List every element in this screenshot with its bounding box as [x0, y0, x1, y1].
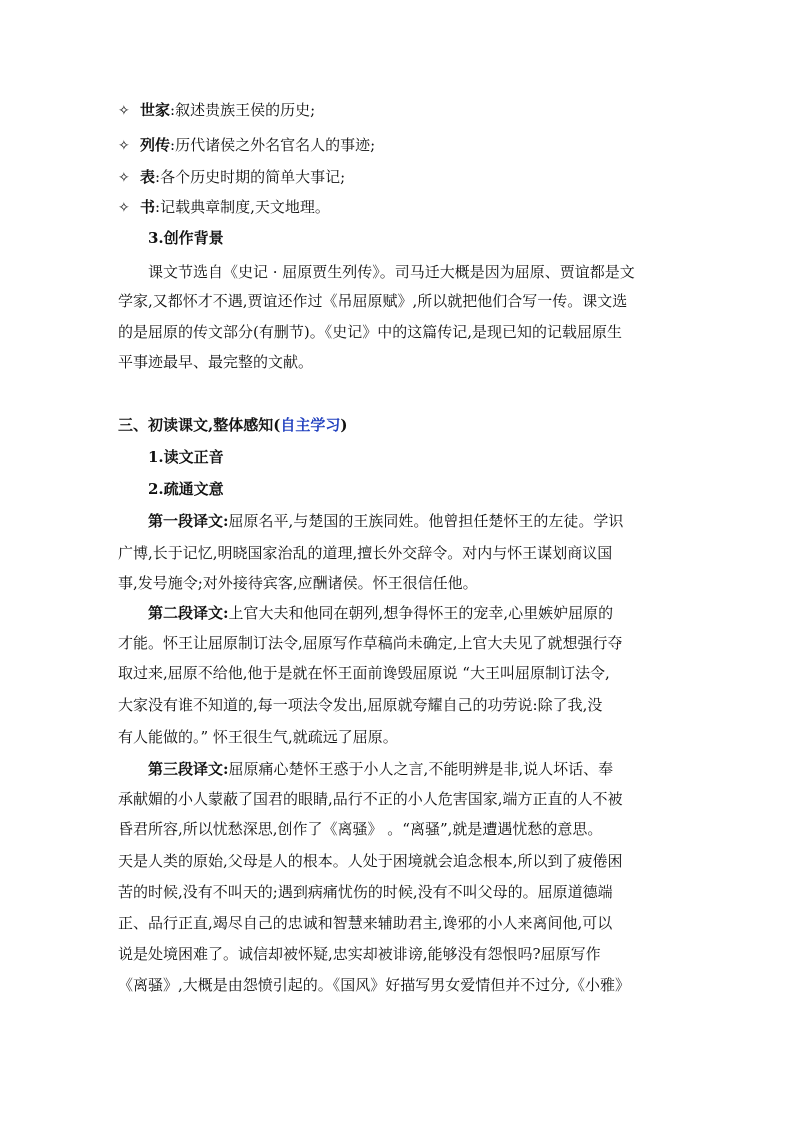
translation-para-1-first-line	[148, 511, 623, 531]
paragraph-line: 上官大夫和他同在朝列,想争得怀王的宠幸,心里嫉妒屈原的	[228, 604, 614, 622]
diamond-bullet-icon: ✧	[118, 170, 130, 186]
paragraph-line: 《离骚》,大概是由怨愤引起的。《国风》好描写男女爱情但并不过分,《小雅》	[118, 976, 631, 994]
paragraph-line: 广博,长于记忆,明晓国家治乱的道理,擅长外交辞令。对内与怀王谋划商议国	[118, 544, 613, 562]
bullet-desc: :各个历史时期的简单大事记;	[155, 168, 346, 186]
part-heading-text: 三、初读课文,整体感知(	[118, 416, 281, 434]
paragraph-line: 课文节选自《史记 · 屈原贾生列传》。司马迁大概是因为屈原、贾谊都是文	[148, 263, 635, 281]
bullet-desc: :记载典章制度,天文地理。	[155, 198, 330, 216]
bullet-desc: :历代诸侯之外名官名人的事迹;	[170, 136, 376, 154]
bullet-term: 书	[140, 198, 156, 216]
translation-label: 第二段译文:	[148, 604, 229, 622]
step-read-aloud: 1.读文正音	[148, 448, 224, 466]
bullet-term: 表	[140, 168, 156, 186]
translation-para-3-first-line	[148, 759, 613, 779]
paragraph-line: 承献媚的小人蒙蔽了国君的眼睛,品行不正的小人危害国家,端方正直的人不被	[118, 790, 623, 808]
step-understand: 2.疏通文意	[148, 480, 224, 498]
paragraph-line: 天是人类的原始,父母是人的根本。人处于困境就会追念根本,所以到了疲倦困	[118, 852, 623, 870]
paragraph-line: 平事迹最早、最完整的文献。	[118, 353, 314, 371]
paragraph-line: 学家,又都怀才不遇,贾谊还作过《吊屈原赋》,所以就把他们合写一传。课文选	[118, 292, 628, 310]
bullet-term: 世家	[140, 101, 171, 119]
bullet-item-shu	[118, 197, 330, 218]
translation-label: 第一段译文:	[148, 512, 229, 530]
paragraph-line: 屈原痛心楚怀王惑于小人之言,不能明辨是非,说人坏话、奉	[228, 760, 614, 778]
diamond-bullet-icon: ✧	[118, 103, 130, 119]
paragraph-line: 屈原名平,与楚国的王族同姓。他曾担任楚怀王的左徒。学识	[228, 512, 624, 530]
bullet-item-biao	[118, 167, 345, 188]
bullet-item-liezhuan	[118, 135, 375, 156]
paragraph-line: 说是处境困难了。诚信却被怀疑,忠实却被诽谤,能够没有怨恨吗?屈原写作	[118, 945, 601, 963]
translation-label: 第三段译文:	[148, 760, 229, 778]
bullet-item-shijia	[118, 100, 315, 121]
bullet-desc: :叙述贵族王侯的历史;	[170, 101, 316, 119]
part-heading-highlight: 自主学习	[280, 416, 341, 434]
diamond-bullet-icon: ✧	[118, 200, 130, 216]
section-heading-background: 3.创作背景	[148, 229, 224, 247]
paragraph-line: 大家没有谁不知道的,每一项法令发出,屈原就夸耀自己的功劳说:除了我,没	[118, 696, 603, 714]
diamond-bullet-icon: ✧	[118, 138, 130, 154]
paragraph-line: 的是屈原的传文部分(有删节)。《史记》中的这篇传记,是现已知的记载屈原生	[118, 323, 622, 341]
part-heading	[118, 415, 347, 435]
paragraph-line: 有人能做的。” 怀王很生气,就疏远了屈原。	[118, 728, 398, 746]
translation-para-2-first-line	[148, 603, 613, 623]
paragraph-line: 昏君所容,所以忧愁深思,创作了《离骚》 。“离骚”,就是遭遇忧愁的意思。	[118, 820, 603, 838]
paragraph-line: 事,发号施令;对外接待宾客,应酬诸侯。怀王很信任他。	[118, 574, 478, 592]
bullet-term: 列传	[140, 136, 171, 154]
paragraph-line: 才能。怀王让屈原制订法令,屈原写作草稿尚未确定,上官大夫见了就想强行夺	[118, 634, 623, 652]
paragraph-line: 苦的时候,没有不叫天的;遇到病痛忧伤的时候,没有不叫父母的。屈原道德端	[118, 883, 613, 901]
paragraph-line: 取过来,屈原不给他,他于是就在怀王面前谗毁屈原说 “大王叫屈原制订法令,	[118, 664, 610, 682]
paragraph-line: 正、品行正直,竭尽自己的忠诚和智慧来辅助君主,谗邪的小人来离间他,可以	[118, 914, 613, 932]
part-heading-end: )	[340, 416, 348, 434]
